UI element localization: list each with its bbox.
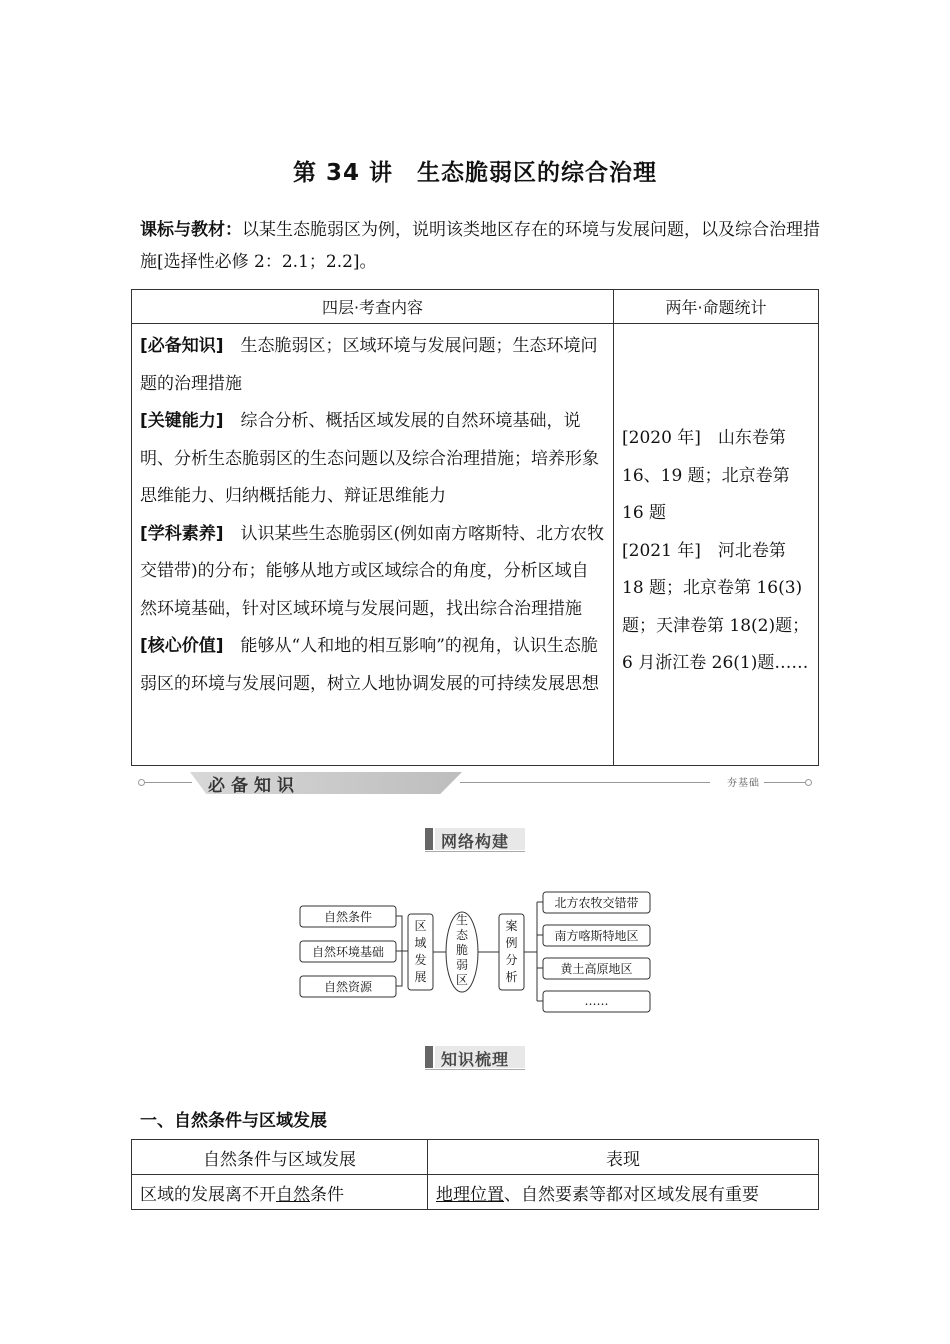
concept-diagram	[290, 884, 660, 1014]
subhead-knowledge: 知识梳理	[425, 1044, 525, 1070]
label-loess: 黄土高原地区	[560, 962, 633, 976]
center-char-4: 区	[455, 973, 469, 987]
mid-char-1: 域	[414, 936, 427, 950]
label-natural-environment: 自然环境基础	[311, 945, 385, 959]
natural-conditions-table	[131, 1139, 819, 1210]
section1-heading: 一、自然条件与区域发展	[140, 1111, 327, 1131]
subhead-network: 网络构建	[425, 826, 525, 852]
case-char-2: 分	[505, 953, 518, 967]
t2-row1-col2: 地理位置、自然要素等都对区域发展有重要	[428, 1175, 819, 1210]
label-etc: ……	[584, 994, 609, 1008]
item-value: [核心价值] 能够从“人和地的相互影响”的视角，认识生态脆弱区的环境与发展问题，树立人地协调发展的可持续发展思想	[140, 636, 599, 694]
case-char-3: 析	[505, 970, 518, 984]
stats-cell	[614, 324, 819, 766]
intro-paragraph	[140, 214, 820, 278]
item-knowledge: [必备知识] 生态脆弱区；区域环境与发展问题；生态环境问题的治理措施	[140, 336, 598, 394]
intro-label: 课标与教材：	[140, 220, 242, 240]
item-ability: [关键能力] 综合分析、概括区域发展的自然环境基础，说明、分析生态脆弱区的生态问题以及综合治理措施；培养形象思维能力、归纳概括能力、辩证思维能力	[140, 411, 599, 506]
banner-subtitle: 夯基础	[727, 778, 760, 789]
case-char-0: 案	[505, 919, 518, 933]
center-char-1: 态	[455, 928, 469, 942]
intro-text: 以某生态脆弱区为例，说明该类地区存在的环境与发展问题，以及综合治理措施[选择性必修 2：2.1；2.2]。	[140, 220, 820, 272]
stat-2020: [2020 年] 山东卷第 16、19 题；北京卷第 16 题	[622, 428, 790, 523]
label-natural-resources: 自然资源	[323, 980, 373, 994]
case-char-1: 例	[505, 936, 518, 950]
page-title: 第 34 讲 生态脆弱区的综合治理	[292, 160, 658, 186]
mid-char-2: 发	[414, 953, 427, 967]
label-natural-conditions: 自然条件	[323, 910, 373, 924]
item-literacy: [学科素养] 认识某些生态脆弱区(例如南方喀斯特、北方农牧交错带)的分布；能够从地方或区域综合的角度，分析区域自然环境基础，针对区域环境与发展问题，找出综合治理措施	[140, 523, 605, 619]
header-right: 两年·命题统计	[614, 290, 819, 324]
content-cell	[132, 324, 614, 766]
banner-title: 必备知识	[208, 776, 300, 796]
exam-content-table	[131, 289, 819, 766]
section-banner	[138, 772, 812, 796]
mid-char-0: 区	[414, 919, 427, 933]
center-char-0: 生	[455, 913, 469, 927]
mid-char-3: 展	[414, 970, 427, 984]
label-north: 北方农牧交错带	[554, 896, 639, 910]
header-left: 四层·考查内容	[132, 290, 614, 324]
t2-header-2: 表现	[428, 1140, 819, 1175]
center-char-2: 脆	[455, 943, 469, 957]
t2-header-1: 自然条件与区域发展	[132, 1140, 428, 1175]
label-south: 南方喀斯特地区	[554, 929, 639, 943]
stat-2021: [2021 年] 河北卷第 18 题；北京卷第 16(3)题；天津卷第 18(2)题； 6 月浙江卷 26(1)题……	[622, 540, 818, 673]
t2-row1-col1: 区域的发展离不开自然条件	[132, 1175, 428, 1210]
center-char-3: 弱	[455, 958, 469, 972]
